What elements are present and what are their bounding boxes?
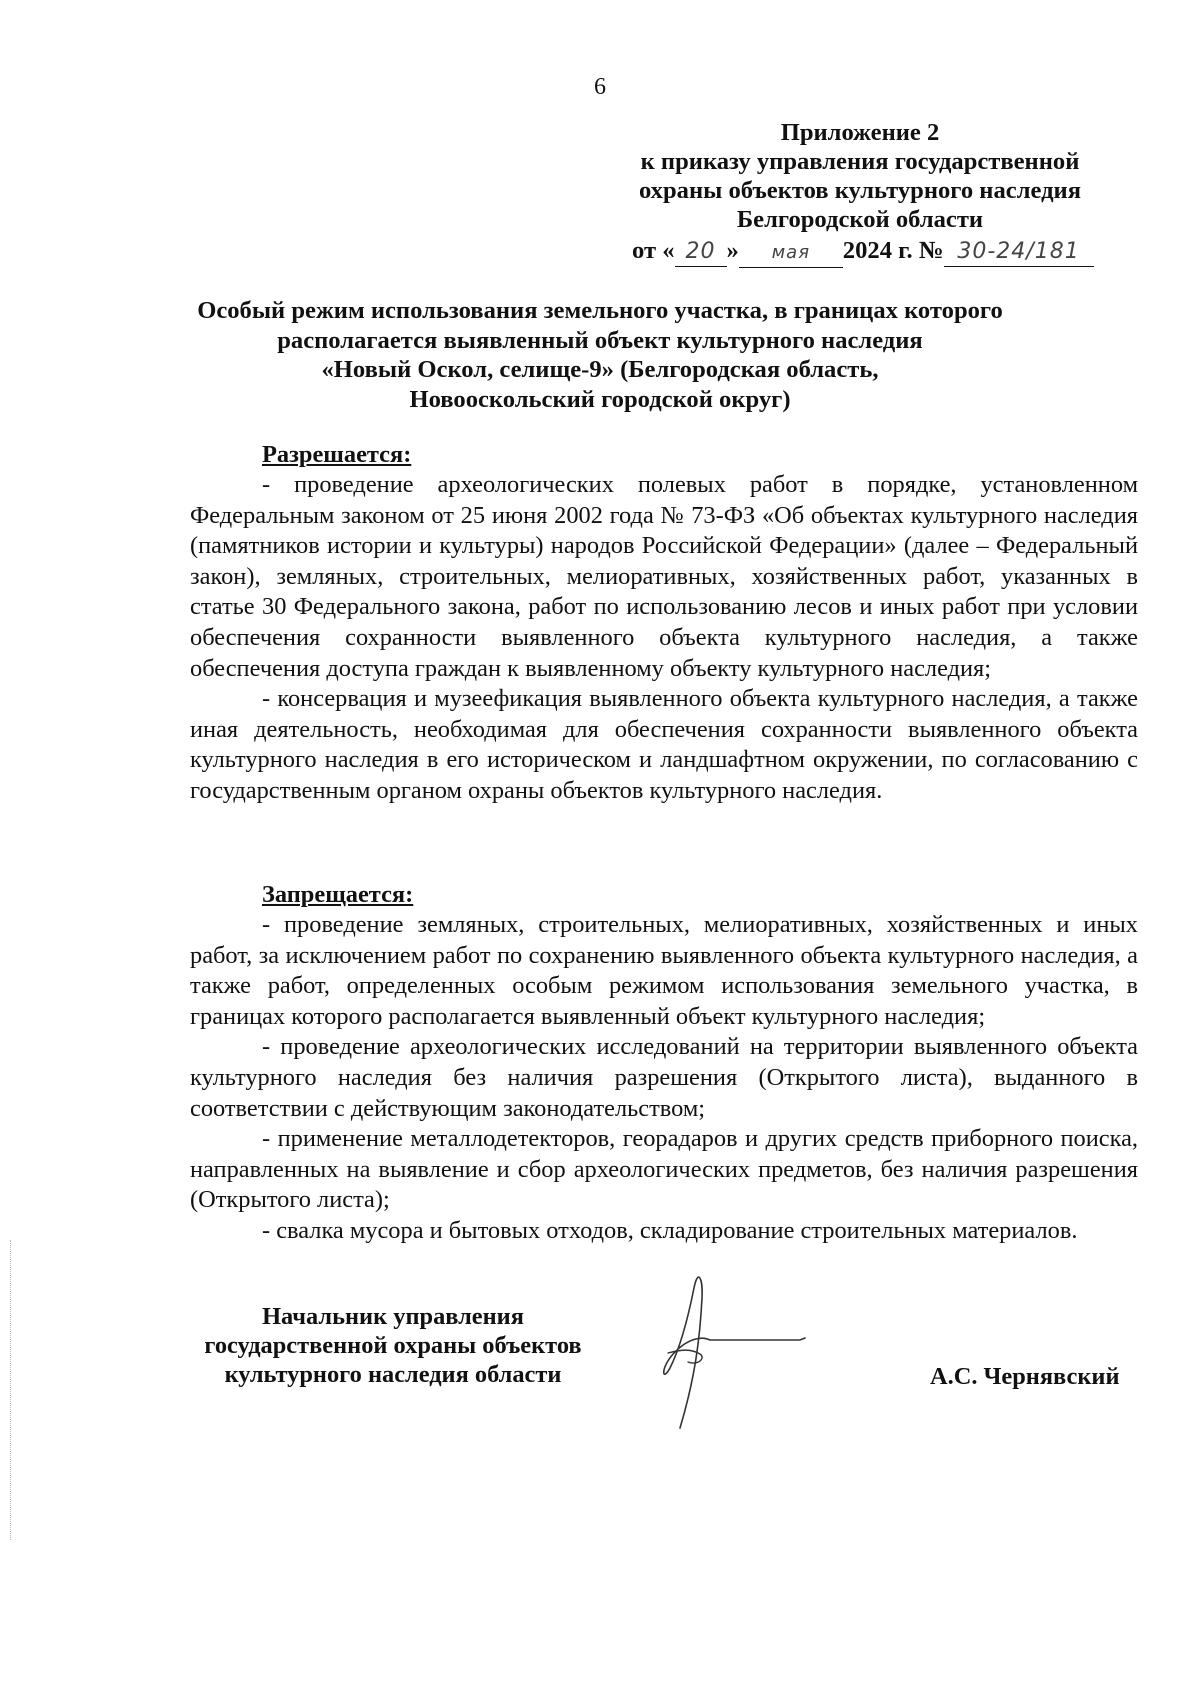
handwritten-month: мая [739, 238, 843, 268]
appendix-header [600, 118, 1120, 268]
position-line: Начальник управления [262, 1303, 524, 1330]
date-prefix: от « [632, 237, 675, 264]
handwritten-order-number: 30-24/181 [944, 237, 1094, 267]
date-year: 2024 г. № [842, 237, 944, 264]
appendix-line: охраны объектов культурного наследия [638, 177, 1081, 204]
title-line: «Новый Оскол, селище-9» (Белгородская область, [321, 356, 879, 383]
handwritten-day: 20 [675, 237, 727, 267]
signatory-position [198, 1302, 588, 1389]
appendix-title: Приложение 2 [780, 119, 940, 146]
position-line: государственной охраны объектов [204, 1332, 582, 1359]
allowed-heading: Разрешается: [262, 441, 412, 468]
allowed-item: - консервация и музеефикация выявленного объекта культурного наследия, а также иная деятельность, необходимая для обеспечения сохранности выявленного объекта культурного наследия в его историческом и ландшафтном окружении, по согласованию с государственным органом охраны объектов культурного наследия. [190, 685, 1138, 804]
scan-edge-artifact [10, 1240, 12, 1540]
allowed-section [190, 440, 1138, 807]
order-date-line [600, 236, 1120, 268]
appendix-line: Белгородской области [736, 206, 984, 233]
prohibited-section [190, 880, 1138, 1247]
appendix-line: к приказу управления государственной [640, 148, 1080, 175]
title-line: Особый режим использования земельного участка, в границах которого [197, 297, 1003, 324]
title-line: располагается выявленный объект культурного наследия [277, 326, 923, 354]
position-line: культурного наследия области [224, 1361, 562, 1388]
prohibited-item: - проведение археологических исследований на территории выявленного объекта культурного наследия без наличия разрешения (Открытого листа), выданного в соответствии с действующим законодательством; [190, 1033, 1138, 1122]
prohibited-item: - применение металлодетекторов, георадаров и других средств приборного поиска, направленных на выявление и сбор археологических предметов, без наличия разрешения (Открытого листа); [190, 1125, 1138, 1214]
page-number: 6 [594, 74, 606, 100]
prohibited-item: - проведение земляных, строительных, мелиоративных, хозяйственных и иных работ, за исключением работ по сохранению выявленного объекта культурного наследия, а также работ, определенных особым режимом использования земельного участка, в границах которого располагается выявленный объект культурного наследия; [190, 911, 1138, 1030]
prohibited-item: - свалка мусора и бытовых отходов, складирование строительных материалов. [262, 1216, 1078, 1244]
prohibited-heading: Запрещается: [262, 881, 414, 908]
handwritten-signature [640, 1258, 840, 1438]
date-mid: » [726, 237, 739, 264]
allowed-item: - проведение археологических полевых работ в порядке, установленном Федеральным законом от 25 июня 2002 года № 73-ФЗ «Об объектах культурного наследия (памятников истории и культуры) народов Российской Федерации» (далее – Федеральный закон), земляных, строительных, мелиоративных, хозяйственных работ, указанных в статье 30 Федерального закона, работ по использованию лесов и иных работ при условии обеспечения сохранности выявленного объекта культурного наследия, а также обеспечения доступа граждан к выявленному объекту культурного наследия; [190, 471, 1138, 682]
document-title [100, 296, 1100, 414]
title-line: Новооскольский городской округ) [409, 385, 791, 413]
signer-name: А.С. Чернявский [930, 1363, 1120, 1390]
